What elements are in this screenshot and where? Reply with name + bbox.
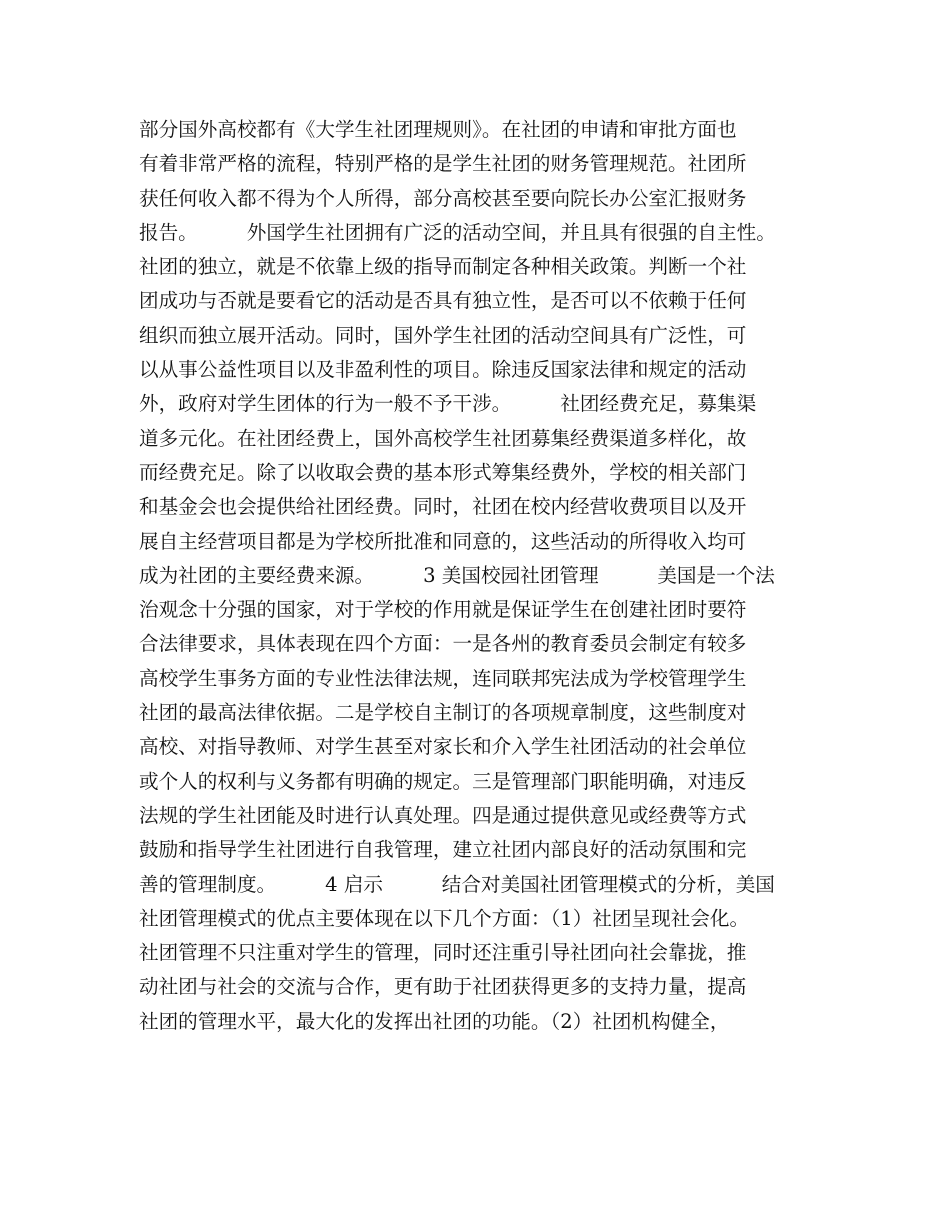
text-line: 以从事公益性项目以及非盈利性的项目。除违反国家法律和规定的活动: [139, 358, 747, 382]
text-line: 获任何收入都不得为个人所得，部分高校甚至要向院长办公室汇报财务: [139, 186, 747, 210]
text-line: 社团的管理水平，最大化的发挥出社团的功能。（2）社团机构健全，: [139, 1009, 730, 1033]
text-line: 成为社团的主要经费来源。 3 美国校园社团管理 美国是一个法: [139, 563, 775, 587]
text-line: 组织而独立展开活动。同时，国外学生社团的活动空间具有广泛性，可: [139, 323, 747, 347]
text-line: 鼓励和指导学生社团进行自我管理，建立社团内部良好的活动氛围和完: [139, 838, 747, 862]
text-line: 而经费充足。除了以收取会费的基本形式筹集经费外，学校的相关部门: [139, 460, 747, 484]
text-line: 部分国外高校都有《大学生社团理规则》。在社团的申请和审批方面也: [139, 118, 737, 141]
text-line: 动社团与社会的交流与合作，更有助于社团获得更多的支持力量，提高: [139, 975, 747, 999]
text-line: 展自主经营项目都是为学校所批准和同意的，这些活动的所得收入均可: [139, 529, 747, 553]
text-line: 报告。 外国学生社团拥有广泛的活动空间，并且具有很强的自主性。: [139, 220, 776, 244]
text-line: 高校学生事务方面的专业性法律法规，连同联邦宪法成为学校管理学生: [139, 666, 747, 690]
text-line: 法规的学生社团能及时进行认真处理。四是通过提供意见或经费等方式: [139, 803, 747, 827]
text-line: 道多元化。在社团经费上，国外高校学生社团募集经费渠道多样化，故: [139, 426, 747, 450]
text-line: 社团管理模式的优点主要体现在以下几个方面：（1）社团呈现社会化。: [139, 906, 750, 930]
text-line: 或个人的权利与义务都有明确的规定。三是管理部门职能明确，对违反: [139, 769, 747, 793]
text-line: 合法律要求，具体表现在四个方面：一是各州的教育委员会制定有较多: [139, 632, 747, 656]
text-line: 社团的最高法律依据。二是学校自主制订的各项规章制度，这些制度对: [139, 701, 747, 725]
text-line: 和基金会也会提供给社团经费。同时，社团在校内经营收费项目以及开: [139, 495, 747, 519]
text-line: 团成功与否就是要看它的活动是否具有独立性，是否可以不依赖于任何: [139, 289, 747, 313]
text-line: 善的管理制度。 4 启示 结合对美国社团管理模式的分析，美国: [139, 872, 775, 896]
text-line: 社团管理不只注重对学生的管理，同时还注重引导社团向社会靠拢，推: [139, 941, 747, 965]
body-text: [139, 113, 839, 1039]
text-line: 有着非常严格的流程，特别严格的是学生社团的财务管理规范。社团所: [139, 152, 747, 176]
text-line: 社团的独立，就是不依靠上级的指导而制定各种相关政策。判断一个社: [139, 255, 747, 279]
text-line: 外，政府对学生团体的行为一般不予干涉。 社团经费充足，募集渠: [139, 392, 757, 416]
text-line: 治观念十分强的国家，对于学校的作用就是保证学生在创建社团时要符: [139, 598, 747, 622]
text-line: 高校、对指导教师、对学生甚至对家长和介入学生社团活动的社会单位: [139, 735, 747, 759]
